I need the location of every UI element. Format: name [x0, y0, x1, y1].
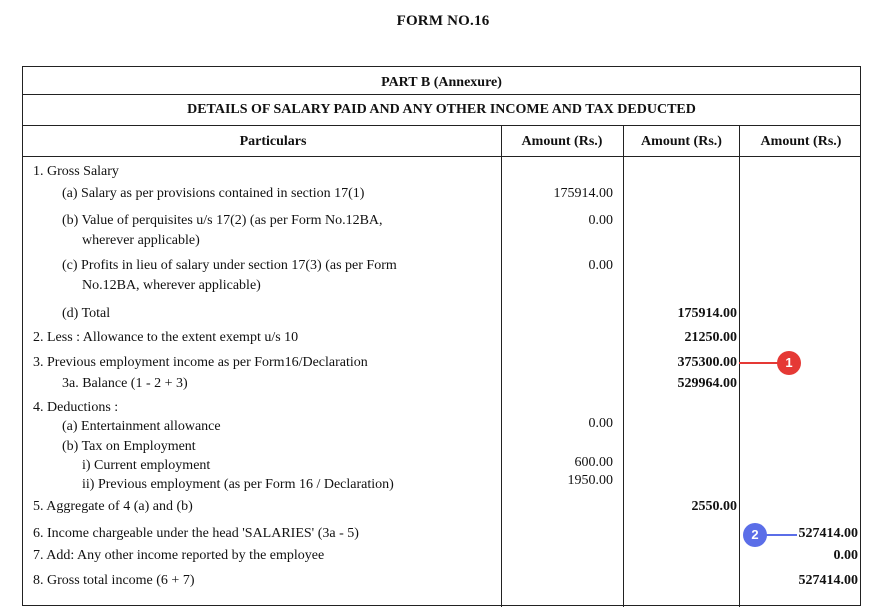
annotation-connector — [765, 534, 797, 536]
row-perquisites-cont: wherever applicable) — [82, 233, 200, 248]
amount-profits: 0.00 — [588, 258, 613, 273]
form-title: FORM NO.16 — [396, 13, 490, 29]
row-allowance-exempt: 2. Less : Allowance to the extent exempt u/s 10 — [33, 330, 299, 345]
section-title: DETAILS OF SALARY PAID AND ANY OTHER INCOME AND TAX DEDUCTED — [187, 102, 696, 117]
column-header-amount-3: Amount (Rs.) — [760, 134, 842, 149]
amount-total: 175914.00 — [677, 306, 737, 321]
row-entertainment: (a) Entertainment allowance — [62, 419, 221, 434]
row-deductions: 4. Deductions : — [33, 400, 119, 415]
row-current-employment: i) Current employment — [82, 458, 211, 473]
row-salary-17-1: (a) Salary as per provisions contained in section 17(1) — [62, 186, 365, 201]
amount-other-income: 0.00 — [833, 548, 858, 563]
amount-salary-17-1: 175914.00 — [553, 186, 613, 201]
row-profits-cont: No.12BA, wherever applicable) — [82, 278, 261, 293]
row-aggregate: 5. Aggregate of 4 (a) and (b) — [33, 499, 193, 514]
divider — [23, 94, 860, 95]
row-other-income: 7. Add: Any other income reported by the employee — [33, 548, 325, 563]
divider — [23, 156, 860, 157]
annotation-marker-2: 2 — [743, 523, 767, 547]
amount-entertainment: 0.00 — [588, 416, 613, 431]
annotation-connector — [739, 362, 779, 364]
amount-previous-employment-tax: 1950.00 — [567, 473, 613, 488]
row-profits: (c) Profits in lieu of salary under section 17(3) (as per Form — [62, 258, 397, 273]
row-perquisites: (b) Value of perquisites u/s 17(2) (as per Form No.12BA, — [62, 213, 383, 228]
row-gross-salary: 1. Gross Salary — [33, 164, 119, 179]
amount-balance: 529964.00 — [677, 376, 737, 391]
row-total: (d) Total — [62, 306, 111, 321]
row-gross-total-income: 8. Gross total income (6 + 7) — [33, 573, 195, 588]
amount-allowance-exempt: 21250.00 — [684, 330, 737, 345]
amount-current-employment: 600.00 — [574, 455, 613, 470]
amount-previous-employment: 375300.00 — [677, 355, 737, 370]
amount-aggregate: 2550.00 — [691, 499, 737, 514]
column-header-particulars: Particulars — [239, 134, 307, 149]
divider — [23, 125, 860, 126]
row-tax-on-employment: (b) Tax on Employment — [62, 439, 196, 454]
amount-perquisites: 0.00 — [588, 213, 613, 228]
part-title: PART B (Annexure) — [381, 75, 502, 90]
amount-gross-total-income: 527414.00 — [798, 573, 858, 588]
row-previous-employment: 3. Previous employment income as per Form16/Declaration — [33, 355, 368, 370]
row-income-salaries: 6. Income chargeable under the head 'SALARIES' (3a - 5) — [33, 526, 359, 541]
column-header-amount-2: Amount (Rs.) — [641, 134, 722, 149]
row-previous-employment-tax: ii) Previous employment (as per Form 16 / Declaration) — [82, 477, 394, 492]
amount-income-salaries: 527414.00 — [798, 526, 858, 541]
row-balance: 3a. Balance (1 - 2 + 3) — [62, 376, 188, 391]
column-header-amount-1: Amount (Rs.) — [521, 134, 603, 149]
annotation-marker-1: 1 — [777, 351, 801, 375]
